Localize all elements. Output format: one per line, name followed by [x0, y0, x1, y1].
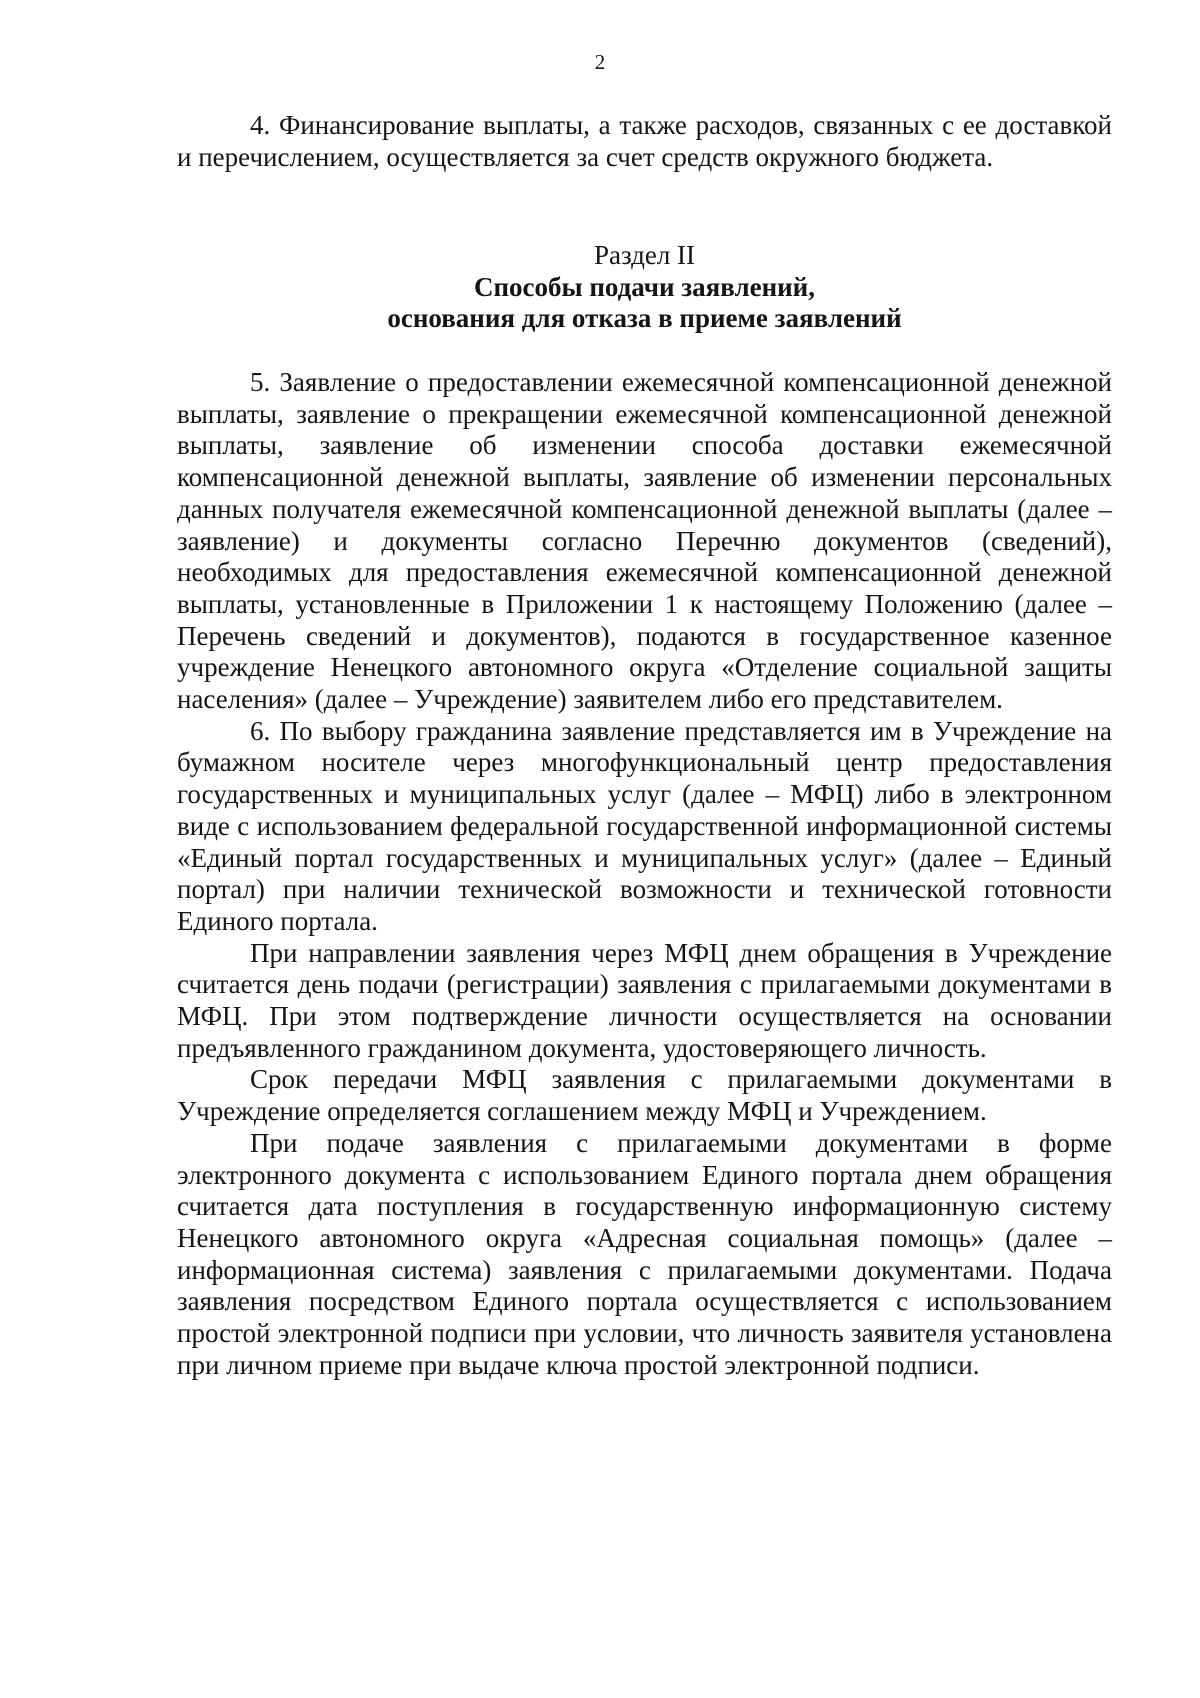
intro-text [177, 110, 1112, 173]
section-heading [177, 240, 1112, 335]
paragraph-5: 5. Заявление о предоставлении ежемесячной компенсационной денежной выплаты, заявление о прекращении ежемесячной компенсационной денежной выплаты, заявление об изменении способа доставки ежемесячной компенсационной денежной выплаты, заявление об изменении персональных данных получателя ежемесячной компенсационной денежной выплаты (далее – заявление) и документы согласно Перечню документов (сведений), необходимых для предоставления ежемесячной компенсационной денежной выплаты, установленные в Приложении 1 к настоящему Положению (далее – Перечень сведений и документов), подаются в государственное казенное учреждение Ненецкого автономного округа «Отделение социальной защиты населения» (далее – Учреждение) заявителем либо его представителем. [177, 367, 1112, 715]
paragraph-transfer-term: Срок передачи МФЦ заявления с прилагаемыми документами в Учреждение определяется соглашением между МФЦ и Учреждением. [177, 1064, 1112, 1127]
paragraph-6: 6. По выбору гражданина заявление представляется им в Учреждение на бумажном носителе через многофункциональный центр предоставления государственных и муниципальных услуг (далее – МФЦ) либо в электронном виде с использованием федеральной государственной информационной системы «Единый портал государственных и муниципальных услуг» (далее – Единый портал) при наличии технической возможности и технической готовности Единого портала. [177, 715, 1112, 936]
section-title-line-1: Способы подачи заявлений, [474, 271, 815, 302]
section-label: Раздел II [593, 240, 696, 270]
paragraph-mfc-submission: При направлении заявления через МФЦ днем обращения в Учреждение считается день подачи (регистрации) заявления с прилагаемыми документами в МФЦ. При этом подтверждение личности осуществляется на основании предъявленного гражданином документа, удостоверяющего личность. [177, 937, 1112, 1063]
paragraph-4: 4. Финансирование выплаты, а также расходов, связанных с ее доставкой и перечислением, осуществляется за счет средств окружного бюджета. [177, 110, 1112, 172]
section-title-line-2: основания для отказа в приеме заявлений [387, 303, 902, 334]
paragraph-electronic-submission: При подаче заявления с прилагаемыми документами в форме электронного документа с использованием Единого портала днем обращения считается дата поступления в государственную информационную систему Ненецкого автономного округа «Адресная социальная помощь» (далее – информационная система) заявления с прилагаемыми документами. Подача заявления посредством Единого портала осуществляется с использованием простой электронной подписи при условии, что личность заявителя установлена при личном приеме при выдаче ключа простой электронной подписи. [177, 1127, 1112, 1380]
section-body [177, 367, 1112, 1382]
page-number: 2 [594, 50, 606, 74]
